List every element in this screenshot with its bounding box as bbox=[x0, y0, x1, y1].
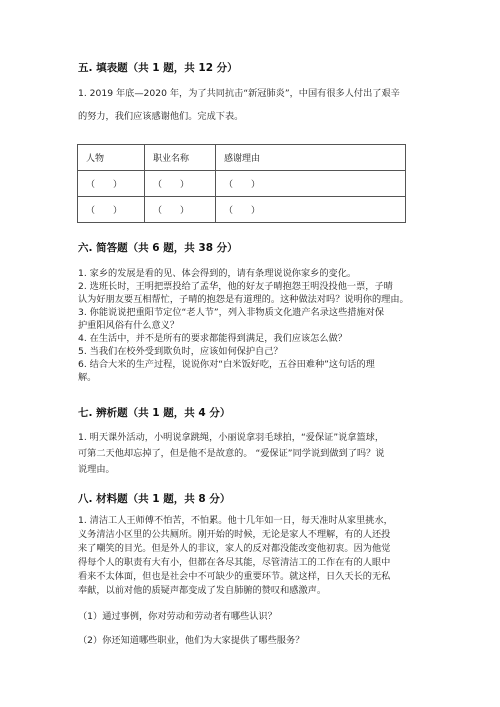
table-blank-cell[interactable]: （ ） bbox=[78, 171, 145, 197]
table-blank-cell[interactable]: （ ） bbox=[216, 171, 406, 197]
question-line: 5. 当我们在校外受到欺负时，应该如何保护自己？ bbox=[78, 346, 283, 357]
question-line: 看来不太体面，但也是社会中不可缺少的重要环节。就这样，日久天长的无私 bbox=[78, 571, 391, 582]
table-header-cell: 职业名称 bbox=[145, 145, 216, 171]
answer-table bbox=[77, 144, 406, 223]
table-header-cell: 感谢理由 bbox=[216, 145, 406, 171]
question-line: 可第二天他却忘掉了，但是他不是故意的。 “爱保证”同学说到做到了吗？说 bbox=[78, 448, 385, 459]
sub-question: （1）通过事例，你对劳动和劳动者有哪些认识？ bbox=[78, 611, 277, 622]
question-line: 说理由。 bbox=[78, 464, 115, 475]
section-title-fill-table: 五. 填表题（共 1 题，共 12 分） bbox=[78, 62, 238, 74]
question-line: 得每个人的职责有大有小，但都在各尽其能，尽管清洁工的工作在有的人眼中 bbox=[78, 557, 391, 568]
question-line: 1. 家乡的发展是看的见、体会得到的，请有条理说说你家乡的变化。 bbox=[78, 268, 357, 279]
table-blank-cell[interactable]: （ ） bbox=[216, 197, 406, 223]
question-line: 奉献，以前对他的质疑声都变成了发自肺腑的赞叹和感激声。 bbox=[78, 585, 327, 596]
question-line: 的努力，我们应该感谢他们。完成下表。 bbox=[78, 111, 244, 122]
section-title-analysis: 七. 辨析题（共 1 题，共 4 分） bbox=[78, 407, 231, 419]
table-header-cell: 人物 bbox=[78, 145, 145, 171]
table-row bbox=[78, 197, 406, 223]
question-line: 4. 在生活中，并不是所有的要求都能得到满足，我们应该怎么做？ bbox=[78, 333, 347, 344]
question-line: 2. 选班长时，王明把票投给了孟华，他的好友子晴抱怨王明没投他一票，子晴 bbox=[78, 281, 393, 292]
table-header-row bbox=[78, 145, 406, 171]
question-line: 1. 清洁工人王师傅不怕苦，不怕累。他十几年如一日，每天准时从家里挑水， bbox=[78, 515, 393, 526]
question-line: 解。 bbox=[78, 372, 97, 383]
question-line: 认为好朋友要互相帮忙，子晴的抱怨是有道理的。这种做法对吗？说明你的理由。 bbox=[78, 294, 409, 305]
section-title-material: 八. 材料题（共 1 题，共 8 分） bbox=[78, 493, 231, 505]
question-line: 6. 结合大米的生产过程，说说你对“白米饭好吃，五谷田难种”这句话的理 bbox=[78, 359, 375, 370]
question-line: 1. 2019 年底—2020 年，为了共同抗击“新冠肺炎”，中国有很多人付出了艰辛 bbox=[78, 88, 400, 99]
sub-question: （2）你还知道哪些职业，他们为大家提供了哪些服务？ bbox=[78, 635, 305, 646]
table-row bbox=[78, 171, 406, 197]
question-line: 来了嘲笑的目光。但是外人的非议，家人的反对都没能改变他初衷。因为他觉 bbox=[78, 543, 391, 554]
question-line: 义务清洁小区里的公共厕所。刚开始的时候，无论是家人不理解，有的人还投 bbox=[78, 529, 391, 540]
section-title-short-answer: 六. 简答题（共 6 题，共 38 分） bbox=[78, 242, 238, 254]
table-blank-cell[interactable]: （ ） bbox=[145, 171, 216, 197]
question-line: 3. 你能说说把重阳节定位“老人节”，列入非物质文化遗产名录这些措施对保 bbox=[78, 307, 385, 318]
question-line: 护重阳风俗有什么意义？ bbox=[78, 320, 180, 331]
table-blank-cell[interactable]: （ ） bbox=[78, 197, 145, 223]
table-blank-cell[interactable]: （ ） bbox=[145, 197, 216, 223]
question-line: 1. 明天课外活动，小明说拿跳绳，小丽说拿羽毛球拍，“爱保证”说拿篮球， bbox=[78, 432, 385, 443]
